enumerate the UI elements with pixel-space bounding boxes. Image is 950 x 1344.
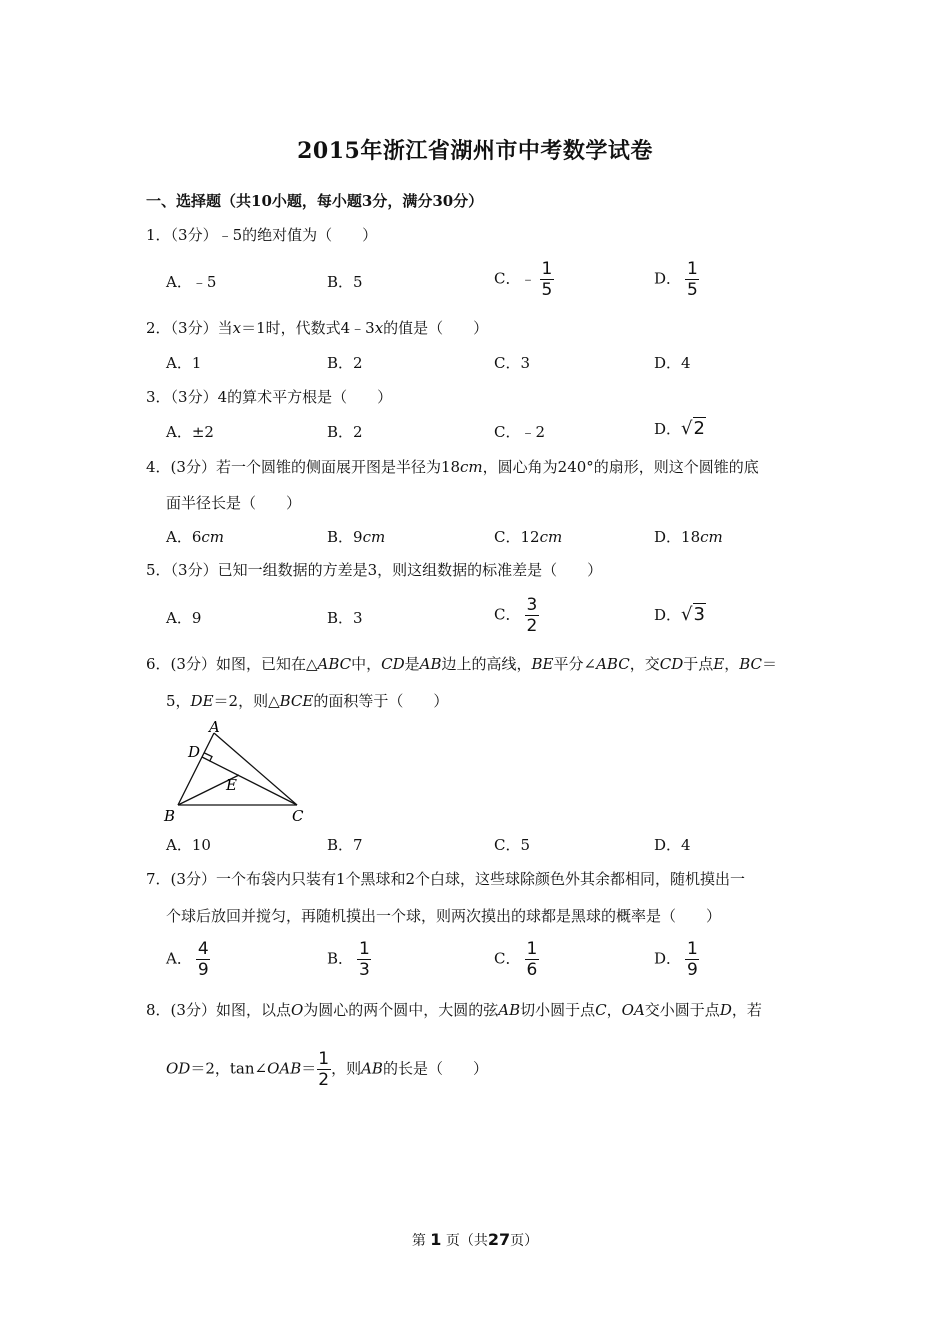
question-3-stem: 3．（3分）4的算术平方根是（ ） (146, 388, 393, 406)
q3-option-d: D．√2 (654, 418, 705, 439)
q7-option-c: C． $\frac{1}{6}$ (494, 939, 538, 980)
section-heading: 一、选择题（共10小题，每小题3分，满分30分） (146, 192, 484, 210)
question-7-line-1: 7．(3分）一个布袋内只装有1个黑球和2个白球，这些球除颜色外其余都相同，随机摸出一 (146, 870, 746, 888)
question-4-line-2: 面半径长是（ ） (166, 494, 302, 512)
question-1-stem: 1．（3分）﹣5的绝对值为（ ） (146, 226, 378, 244)
q1-option-d: D． $\frac{1}{5}$ (654, 259, 698, 300)
q7-option-a: A． $\frac{4}{9}$ (166, 939, 209, 980)
triangle-figure (160, 720, 320, 828)
question-8-line-1: 8．(3分）如图，以点O为圆心的两个圆中，大圆的弦AB切小圆于点C，OA交小圆于点D，若 (146, 1001, 762, 1019)
page-number: 1 (430, 1230, 442, 1249)
q6-option-d: D．4 (654, 836, 691, 854)
q3-option-a: A．±2 (166, 423, 214, 441)
question-7-line-2: 个球后放回并搅匀，再随机摸出一个球，则两次摸出的球都是黑球的概率是（ ） (166, 907, 722, 925)
q4-option-b: B．9cm (327, 528, 386, 546)
label-c: C (292, 807, 304, 825)
question-6-line-2: 5，DE＝2，则△BCE的面积等于（ ） (166, 692, 449, 710)
q6-option-a: A．10 (166, 836, 211, 854)
question-8-line-2: OD＝2，tan∠OAB＝ $\frac{1}{2}$ ，则AB的长是（ ） (166, 1049, 488, 1090)
q5-option-c: C． $\frac{3}{2}$ (494, 595, 538, 636)
q2-option-d: D．4 (654, 354, 691, 372)
q1-option-b: B．5 (327, 273, 363, 291)
label-a: A (209, 720, 220, 736)
q3-option-b: B．2 (327, 423, 363, 441)
question-5-stem: 5．（3分）已知一组数据的方差是3，则这组数据的标准差是（ ） (146, 561, 603, 579)
q2-option-c: C．3 (494, 354, 531, 372)
q3-option-c: C．﹣2 (494, 423, 546, 441)
page-footer: 第 1 页（共27页） (411, 1230, 539, 1249)
q6-option-c: C．5 (494, 836, 531, 854)
q7-option-d: D． $\frac{1}{9}$ (654, 939, 698, 980)
label-d: D (188, 743, 201, 761)
q4-option-a: A．6cm (166, 528, 225, 546)
q4-option-c: C．12cm (494, 528, 563, 546)
question-2-stem: 2．（3分）当x＝1时，代数式4﹣3x的值是（ ） (146, 319, 489, 337)
q5-option-b: B．3 (327, 609, 363, 627)
label-b: B (164, 807, 176, 825)
question-4-line-1: 4．(3分）若一个圆锥的侧面展开图是半径为18cm，圆心角为240°的扇形，则这个圆锥的底 (146, 458, 759, 476)
q6-option-b: B．7 (327, 836, 363, 854)
q1-option-a: A．﹣5 (166, 273, 217, 291)
q1-option-c: C．﹣ $\frac{1}{5}$ (494, 259, 553, 300)
q5-option-d: D．√3 (654, 604, 705, 625)
q4-option-d: D．18cm (654, 528, 723, 546)
page-title: 2015年浙江省湖州市中考数学试卷 (297, 138, 653, 164)
q2-option-b: B．2 (327, 354, 363, 372)
page-total: 27 (487, 1230, 511, 1249)
q2-option-a: A．1 (166, 354, 202, 372)
q7-option-b: B． $\frac{1}{3}$ (327, 939, 370, 980)
question-6-line-1: 6．(3分）如图，已知在△ABC中，CD是AB边上的高线，BE平分∠ABC，交CD于点E，BC＝ (146, 655, 778, 673)
q5-option-a: A．9 (166, 609, 202, 627)
label-e: E (226, 776, 237, 794)
